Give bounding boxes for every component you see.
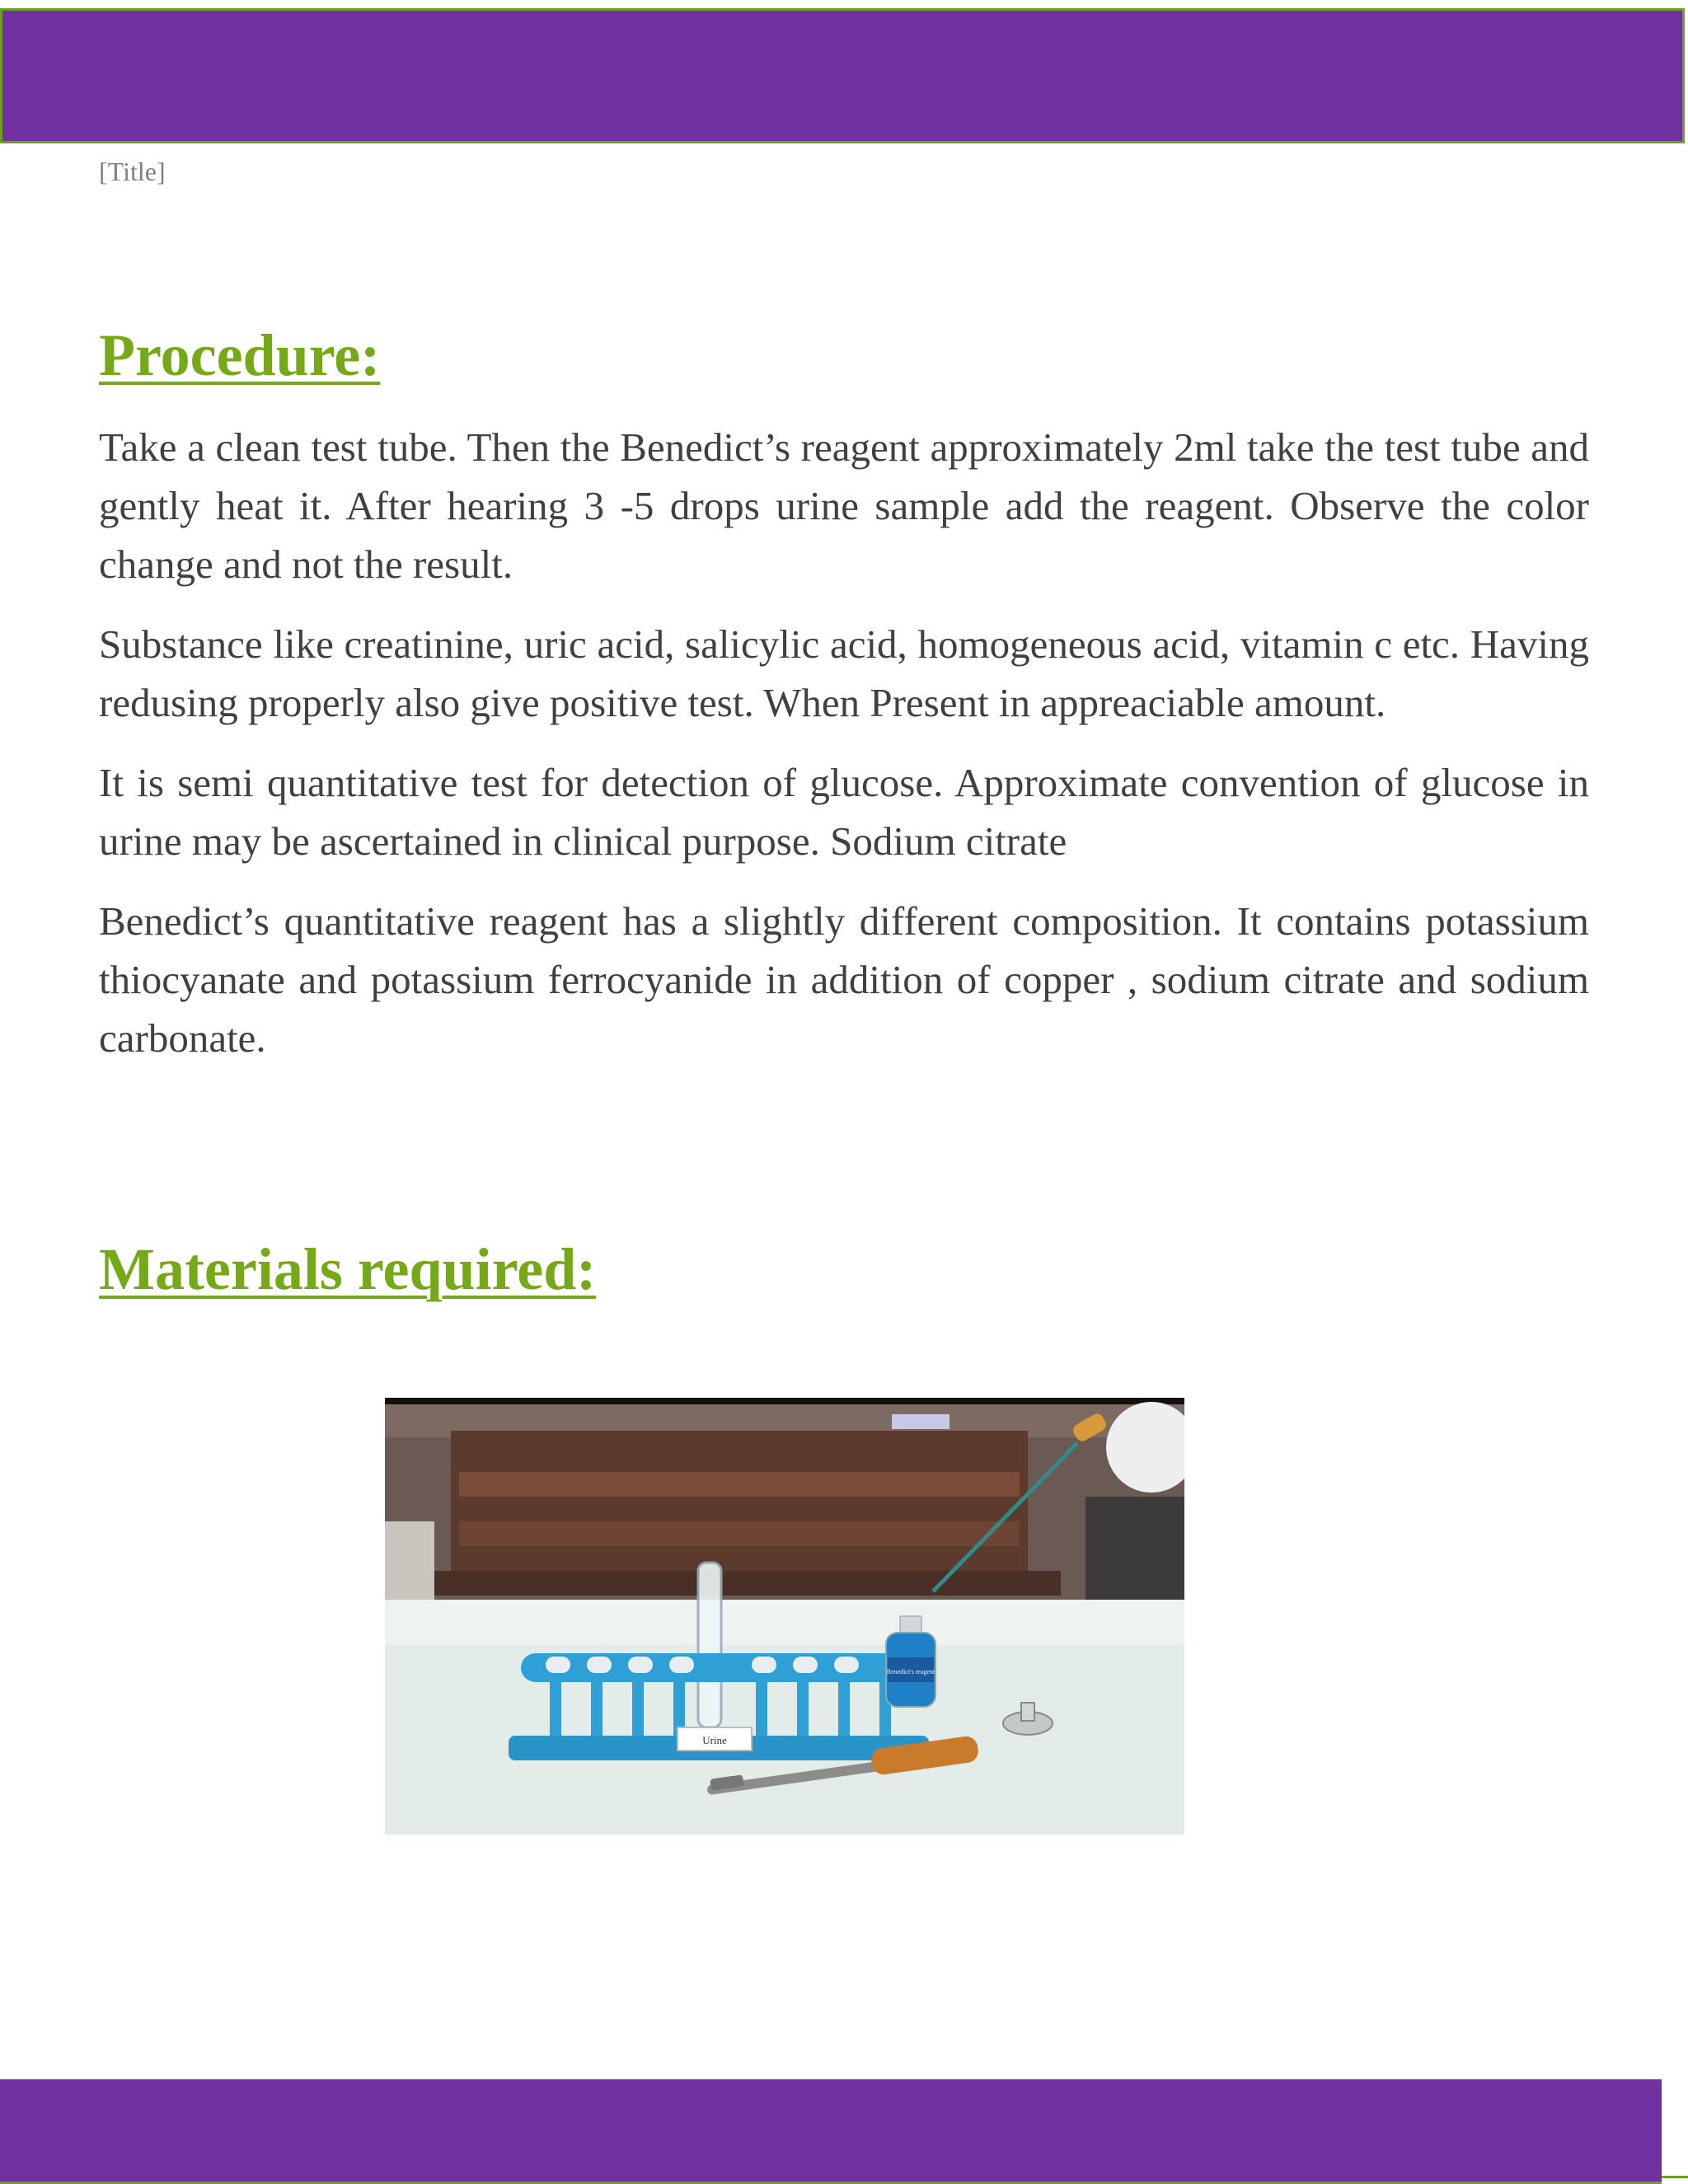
procedure-paragraph-3: It is semi quantitative test for detection of glucose. Approximate convention of glucose in urine may be ascertained in clinical purpose. Sodium citrate <box>99 760 1589 864</box>
lab-materials-illustration <box>385 1398 1184 1835</box>
header-band <box>0 8 1685 143</box>
procedure-paragraph-2: Substance like creatinine, uric acid, salicylic acid, homogeneous acid, vitamin c etc. Having redusing properly also give positive test. When Present in appreaciable amount. <box>99 621 1589 725</box>
procedure-body <box>99 418 1589 1089</box>
rack-label-text: Urine <box>702 1734 727 1746</box>
procedure-paragraph-1: Take a clean test tube. Then the Benedict’s reagent approximately 2ml take the test tube and gently heat it. After hearing 3 -5 drops urine sample add the reagent. Observe the color change and not the result. <box>99 424 1589 587</box>
procedure-heading: Procedure: <box>99 322 381 388</box>
footer-band <box>0 2079 1662 2184</box>
materials-heading: Materials required: <box>99 1236 597 1302</box>
title-placeholder[interactable]: [Title] <box>99 157 166 186</box>
procedure-paragraph-4: Benedict’s quantitative reagent has a slightly different composition. It contains potassium thiocyanate and potassium ferrocyanide in addition of copper , sodium citrate and sodium carbonate. <box>99 898 1589 1061</box>
footer-edge-line <box>1662 2176 1688 2178</box>
lab-materials-photo <box>385 1398 1184 1835</box>
bottle-label-text: Benedict's reagent <box>886 1668 935 1675</box>
